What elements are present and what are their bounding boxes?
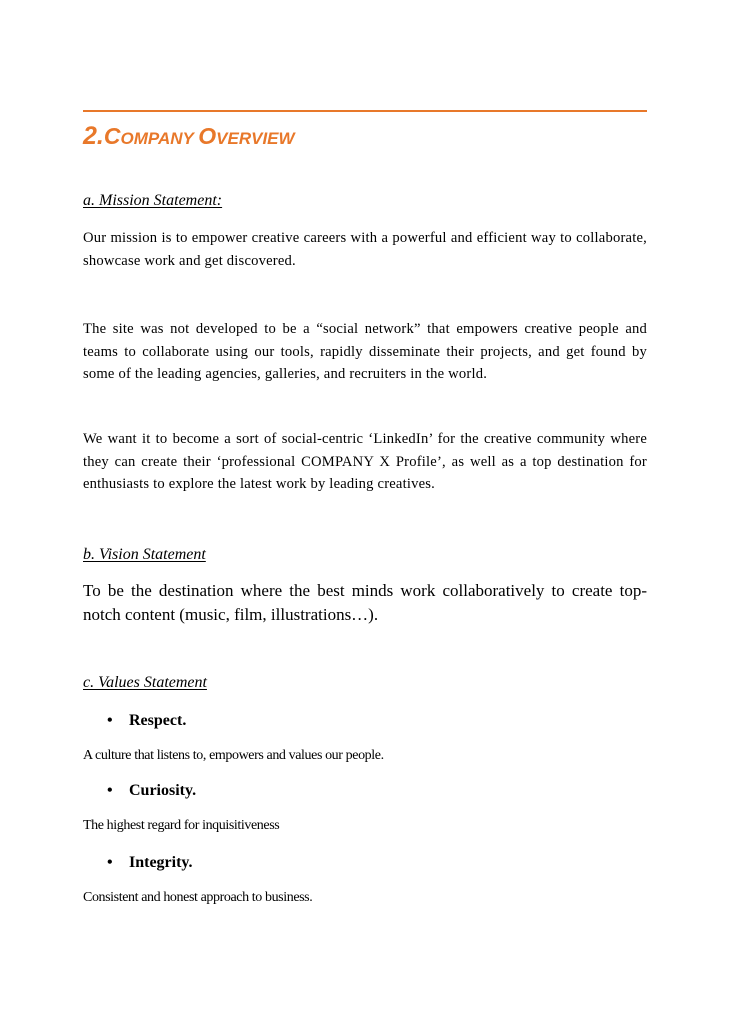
bullet-icon: • — [107, 712, 113, 729]
section-heading — [83, 117, 295, 149]
vision-heading: b. Vision Statement — [83, 546, 206, 563]
bullet-icon: • — [107, 782, 113, 799]
value-item-integrity — [107, 853, 193, 873]
value-description-respect: A culture that listens to, empowers and values our people. — [83, 748, 384, 763]
heading-word-1: OMPANY — [120, 129, 194, 148]
vision-text: To be the destination where the best minds work collaboratively to create top-notch content (music, film, illustrations…). — [83, 581, 647, 624]
heading-initial-2: O — [198, 123, 217, 149]
heading-rule — [83, 110, 647, 112]
value-item-curiosity — [107, 781, 196, 801]
value-description-curiosity: The highest regard for inquisitiveness — [83, 818, 280, 833]
bullet-icon: • — [107, 854, 113, 871]
heading-initial-1: C — [103, 123, 121, 149]
value-item-respect — [107, 711, 186, 731]
mission-paragraph-3: We want it to become a sort of social-centric ‘LinkedIn’ for the creative community where they can create their ‘professional COMPANY X Profile’, as well as a top destination for enthusiasts to explore the latest work by leading creatives. — [83, 431, 647, 492]
value-name: Curiosity. — [129, 782, 197, 799]
mission-heading: a. Mission Statement: — [83, 192, 223, 209]
value-name: Respect. — [129, 712, 187, 729]
value-name: Integrity. — [129, 854, 193, 871]
mission-paragraph-1: Our mission is to empower creative careers with a powerful and efficient way to collaborate, showcase work and get discovered. — [83, 230, 647, 269]
heading-number: 2. — [83, 122, 104, 150]
value-description-integrity: Consistent and honest approach to business. — [83, 890, 313, 905]
values-heading: c. Values Statement — [83, 674, 207, 691]
mission-paragraph-2: The site was not developed to be a “social network” that empowers creative people and teams to collaborate using our tools, rapidly disseminate their projects, and get found by some of the leading agencies, galleries, and recruiters in the world. — [83, 321, 647, 382]
heading-word-2: VERVIEW — [216, 129, 295, 148]
